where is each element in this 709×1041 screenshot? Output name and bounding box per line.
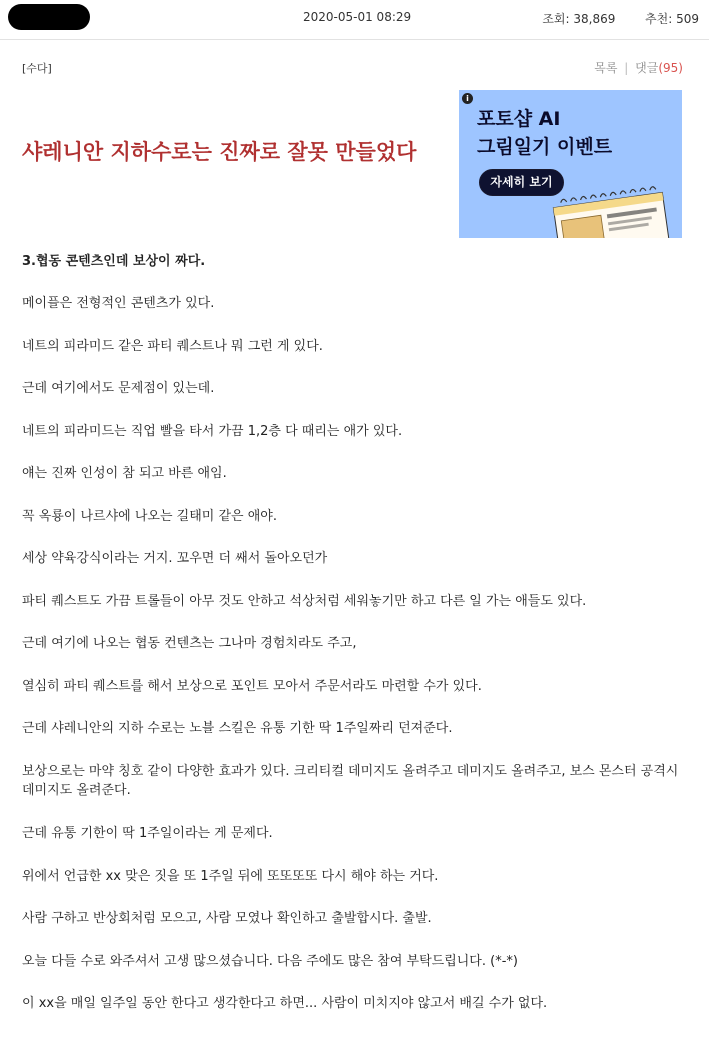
paragraph: 근데 샤레니안의 지하 수로는 노블 스킬은 유통 기한 딱 1주일짜리 던져준다. [22, 721, 453, 736]
post-date: 2020-05-01 08:29 [303, 10, 412, 24]
paragraph: 열심히 파티 퀘스트를 해서 보상으로 포인트 모아서 주문서라도 마련할 수가 있다. [22, 679, 482, 694]
paragraph: 3.협동 콘텐츠인데 보상이 짜다. [22, 254, 206, 269]
views-label: 조회: [542, 12, 570, 26]
paragraph: 오늘 다들 수로 와주셔서 고생 많으셨습니다. 다음 주에도 많은 참여 부탁드립니다. (*-*) [22, 954, 518, 969]
ad-banner[interactable] [459, 90, 682, 238]
paragraph: 네트의 피라미드는 직업 빨을 타서 가끔 1,2층 다 때리는 애가 있다. [22, 424, 403, 439]
ad-cta-button[interactable]: 자세히 보기 [479, 169, 564, 196]
paragraph: 근데 유통 기한이 딱 1주일이라는 게 문제다. [22, 826, 273, 841]
post-links [594, 59, 683, 76]
paragraph: 꼭 옥룡이 나르샤에 나오는 길태미 같은 애야. [22, 509, 277, 524]
link-separator: | [624, 61, 629, 75]
views-count: 38,869 [573, 12, 616, 26]
paragraph: 근데 여기에서도 문제점이 있는데. [22, 381, 215, 396]
post-stats [542, 10, 699, 27]
paragraph: 사람 구하고 반상회처럼 모으고, 사람 모였나 확인하고 출발합시다. 출발. [22, 911, 432, 926]
paragraph: 위에서 언급한 xx 맞은 짓을 또 1주일 뒤에 또또또또 다시 해야 하는 거다. [22, 869, 439, 884]
paragraph: 보상으로는 마약 칭호 같이 다양한 효과가 있다. 크리티컬 데미지도 올려주고 데미지도 올려주고, 보스 몬스터 공격시 데미지도 올려준다. [22, 764, 679, 798]
comments-label: 댓글 [635, 61, 659, 75]
paragraph: 파티 퀘스트도 가끔 트롤들이 아무 것도 안하고 석상처럼 세워놓기만 하고 다른 일 가는 애들도 있다. [22, 594, 587, 609]
paragraph: 세상 약육강식이라는 거지. 꼬우면 더 쌔서 돌아오던가 [22, 551, 328, 566]
recommend-count: 509 [676, 12, 699, 26]
post-title: 샤레니안 지하수로는 진짜로 잘못 만들었다 [22, 140, 417, 164]
ad-info-icon[interactable]: i [462, 93, 473, 104]
paragraph: 메이플은 전형적인 콘텐츠가 있다. [22, 296, 215, 311]
recommend-label: 추천: [645, 12, 673, 26]
notebook-illustration-icon [547, 185, 682, 238]
category-tag[interactable]: [수다] [22, 62, 52, 75]
post-meta-bar [0, 0, 709, 40]
post-subheader [0, 58, 709, 78]
ad-headline-2: 그림일기 이벤트 [477, 136, 613, 158]
redacted-author [8, 4, 90, 30]
ad-headline-1: 포토샵 AI [477, 108, 561, 130]
comments-count: (95) [658, 61, 683, 75]
paragraph: 얘는 진짜 인성이 참 되고 바른 애임. [22, 466, 227, 481]
paragraph: 네트의 피라미드 같은 파티 퀘스트나 뭐 그런 게 있다. [22, 339, 323, 354]
paragraph: 근데 여기에 나오는 협동 컨텐츠는 그나마 경험치라도 주고, [22, 636, 357, 651]
paragraph: 이 xx을 매일 일주일 동안 한다고 생각한다고 하면... 사람이 미치지야 않고서 배길 수가 없다. [22, 996, 548, 1011]
comments-link[interactable] [635, 61, 683, 75]
list-link[interactable]: 목록 [594, 61, 618, 75]
